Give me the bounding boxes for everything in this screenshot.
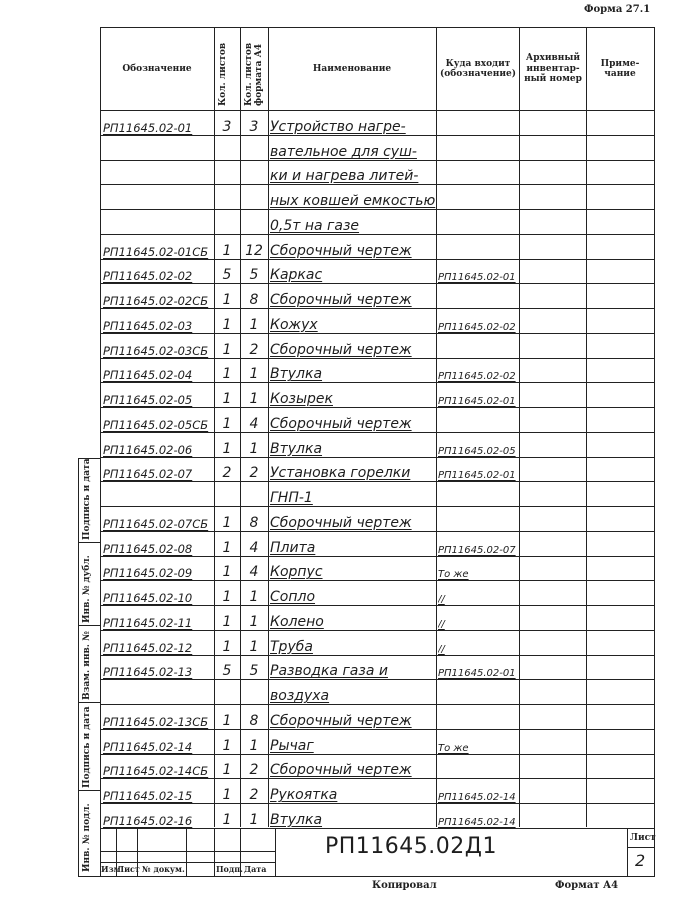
a4-cell: 12 <box>245 242 263 259</box>
title-izm: Изм <box>101 864 121 874</box>
designation-cell: РП11645.02-10 <box>103 591 193 606</box>
name-cell: Установка горелки <box>270 465 411 482</box>
name-cell: Сборочный чертеж <box>270 341 412 358</box>
margin-inv-dup: Инв. № дубл. <box>82 555 92 623</box>
designation-cell: РП11645.02-07 <box>103 467 193 482</box>
a4-cell: 8 <box>249 712 259 729</box>
table-row <box>100 334 655 359</box>
name-cell: Колено <box>270 613 324 630</box>
form-label: Форма 27.1 <box>584 4 651 15</box>
a4-cell: 8 <box>249 292 259 309</box>
name-cell: Плита <box>270 539 316 556</box>
where-used-cell: То же <box>438 742 469 754</box>
table-row <box>100 755 655 780</box>
a4-cell: 2 <box>249 787 259 804</box>
sheets-cell: 1 <box>222 737 232 754</box>
table-row <box>100 111 655 136</box>
designation-cell: РП11645.02-07СБ <box>103 516 209 531</box>
sheets-cell: 1 <box>222 589 232 606</box>
a4-cell: 1 <box>249 737 259 754</box>
a4-cell: 5 <box>249 663 259 680</box>
a4-cell: 2 <box>249 465 259 482</box>
designation-cell: РП11645.02-04 <box>103 368 193 383</box>
sheets-cell: 1 <box>222 811 232 828</box>
header-where-used: Куда входит (обозначение) <box>440 58 516 79</box>
title-sign: Подп. <box>216 864 243 874</box>
table-row <box>100 185 655 210</box>
where-used-cell: РП11645.02-14 <box>438 792 516 804</box>
sheet-number: 2 <box>635 851 646 870</box>
designation-cell: РП11645.02-01СБ <box>103 244 209 259</box>
name-cell: ГНП-1 <box>270 490 313 507</box>
a4-cell: 3 <box>249 118 259 135</box>
footer-format: Формат А4 <box>555 880 619 891</box>
sheets-cell: 1 <box>222 762 232 779</box>
where-used-cell: РП11645.02-05 <box>438 445 516 457</box>
a4-cell: 1 <box>249 589 259 606</box>
where-used-cell: РП11645.02-01 <box>438 272 516 284</box>
name-cell: Сборочный чертеж <box>270 712 412 729</box>
sheets-cell: 1 <box>222 712 232 729</box>
name-cell: Кожух <box>270 316 318 333</box>
a4-cell: 5 <box>249 267 259 284</box>
sheet-label: Лист <box>630 833 656 843</box>
where-used-cell: РП11645.02-07 <box>438 544 516 556</box>
table-row <box>100 458 655 483</box>
table-row <box>100 161 655 186</box>
where-used-cell: РП11645.02-01 <box>438 396 516 408</box>
where-used-cell: РП11645.02-01 <box>438 668 516 680</box>
designation-cell: РП11645.02-12 <box>103 640 193 655</box>
header-designation: Обозначение <box>122 63 192 74</box>
name-cell: Устройство нагре- <box>270 118 406 135</box>
header-name: Наименование <box>312 63 392 74</box>
name-cell: Сборочный чертеж <box>270 242 412 259</box>
margin-replace-inv: Взам. инв. № <box>82 631 92 700</box>
where-used-cell: РП11645.02-14 <box>438 816 516 828</box>
table-row <box>100 210 655 235</box>
designation-cell: РП11645.02-06 <box>103 442 193 457</box>
table-row <box>100 235 655 260</box>
a4-cell: 2 <box>249 762 259 779</box>
name-cell: Разводка газа и <box>270 663 388 680</box>
name-cell: 0,5т на газе <box>270 217 360 234</box>
a4-cell: 1 <box>249 316 259 333</box>
where-used-cell: // <box>438 618 445 630</box>
document-code: РП11645.02Д1 <box>325 834 497 859</box>
table-row <box>100 557 655 582</box>
header-note: Приме-чание <box>600 58 640 79</box>
sheets-cell: 5 <box>222 663 232 680</box>
designation-cell: РП11645.02-01 <box>103 120 193 135</box>
table-row <box>100 779 655 804</box>
designation-cell: РП11645.02-14 <box>103 739 193 754</box>
a4-cell: 2 <box>249 341 259 358</box>
sheets-cell: 1 <box>222 787 232 804</box>
name-cell: ки и нагрева литей- <box>270 168 419 185</box>
designation-cell: РП11645.02-13 <box>103 665 193 680</box>
sheets-cell: 1 <box>222 316 232 333</box>
table-row <box>100 507 655 532</box>
table-row <box>100 260 655 285</box>
designation-cell: РП11645.02-03СБ <box>103 343 209 358</box>
designation-cell: РП11645.02-02 <box>103 269 193 284</box>
margin-sign-date-top: Подпись и дата <box>82 458 92 540</box>
a4-cell: 1 <box>249 440 259 457</box>
name-cell: Рукоятка <box>270 787 338 804</box>
header-a4-count: Кол. листов формата А4 <box>244 42 264 106</box>
where-used-cell: // <box>438 643 445 655</box>
a4-cell: 1 <box>249 613 259 630</box>
table-row <box>100 284 655 309</box>
sheets-cell: 1 <box>222 564 232 581</box>
header-sheets-count: Кол. листов <box>218 42 228 106</box>
margin-sign-date-bottom: Подпись и дата <box>82 706 92 788</box>
name-cell: Втулка <box>270 440 323 457</box>
name-cell: Сборочный чертеж <box>270 415 412 432</box>
name-cell: Втулка <box>270 366 323 383</box>
a4-cell: 1 <box>249 811 259 828</box>
table-row <box>100 581 655 606</box>
name-cell: Рычаг <box>270 737 314 754</box>
designation-cell: РП11645.02-02СБ <box>103 294 209 309</box>
title-date: Дата <box>244 864 267 874</box>
name-cell: Каркас <box>270 267 323 284</box>
table-row <box>100 359 655 384</box>
sheets-cell: 1 <box>222 613 232 630</box>
designation-cell: РП11645.02-05СБ <box>103 417 209 432</box>
table-row <box>100 408 655 433</box>
table-row <box>100 482 655 507</box>
where-used-cell: РП11645.02-02 <box>438 371 516 383</box>
margin-inv-orig: Инв. № подл. <box>82 803 92 872</box>
table-row <box>100 606 655 631</box>
where-used-cell: РП11645.02-01 <box>438 470 516 482</box>
a4-cell: 4 <box>249 564 259 581</box>
sheets-cell: 1 <box>222 638 232 655</box>
sheets-cell: 1 <box>222 242 232 259</box>
name-cell: Сопло <box>270 589 316 606</box>
designation-cell: РП11645.02-03 <box>103 318 193 333</box>
footer-copied: Копировал <box>372 880 437 891</box>
table-row <box>100 730 655 755</box>
name-cell: вательное для суш- <box>270 143 417 160</box>
header-archive: Архивный инвентар-ный номер <box>524 53 582 85</box>
sheets-cell: 1 <box>222 514 232 531</box>
table-row <box>100 656 655 681</box>
name-cell: Сборочный чертеж <box>270 292 412 309</box>
a4-cell: 4 <box>249 539 259 556</box>
name-cell: Сборочный чертеж <box>270 762 412 779</box>
sheets-cell: 5 <box>222 267 232 284</box>
designation-cell: РП11645.02-09 <box>103 566 193 581</box>
a4-cell: 1 <box>249 638 259 655</box>
designation-cell: РП11645.02-14СБ <box>103 764 209 779</box>
sheets-cell: 1 <box>222 292 232 309</box>
name-cell: Козырек <box>270 391 333 408</box>
title-doc-no: № докум. <box>142 864 185 874</box>
table-row <box>100 309 655 334</box>
sheets-cell: 1 <box>222 391 232 408</box>
table-row <box>100 680 655 705</box>
sheets-cell: 1 <box>222 415 232 432</box>
table-row <box>100 631 655 656</box>
table-row <box>100 433 655 458</box>
a4-cell: 8 <box>249 514 259 531</box>
table-row <box>100 804 655 829</box>
name-cell: Втулка <box>270 811 323 828</box>
sheets-cell: 1 <box>222 341 232 358</box>
table-row <box>100 383 655 408</box>
where-used-cell: РП11645.02-02 <box>438 321 516 333</box>
sheets-cell: 3 <box>222 118 232 135</box>
table-row <box>100 705 655 730</box>
table-row <box>100 532 655 557</box>
name-cell: Корпус <box>270 564 323 581</box>
name-cell: воздуха <box>270 688 330 705</box>
a4-cell: 1 <box>249 391 259 408</box>
where-used-cell: То же <box>438 569 469 581</box>
name-cell: Сборочный чертеж <box>270 514 412 531</box>
designation-cell: РП11645.02-16 <box>103 813 193 828</box>
name-cell: Труба <box>270 638 313 655</box>
where-used-cell: // <box>438 594 445 606</box>
a4-cell: 4 <box>249 415 259 432</box>
title-list: Лист <box>117 864 140 874</box>
sheets-cell: 1 <box>222 539 232 556</box>
sheets-cell: 1 <box>222 440 232 457</box>
sheets-cell: 2 <box>222 465 232 482</box>
designation-cell: РП11645.02-15 <box>103 789 193 804</box>
table-row <box>100 136 655 161</box>
designation-cell: РП11645.02-08 <box>103 541 193 556</box>
name-cell: ных ковшей емкостью <box>270 193 436 210</box>
designation-cell: РП11645.02-05 <box>103 393 193 408</box>
designation-cell: РП11645.02-11 <box>103 615 193 630</box>
sheets-cell: 1 <box>222 366 232 383</box>
specification-table <box>100 111 655 829</box>
designation-cell: РП11645.02-13СБ <box>103 714 209 729</box>
a4-cell: 1 <box>249 366 259 383</box>
